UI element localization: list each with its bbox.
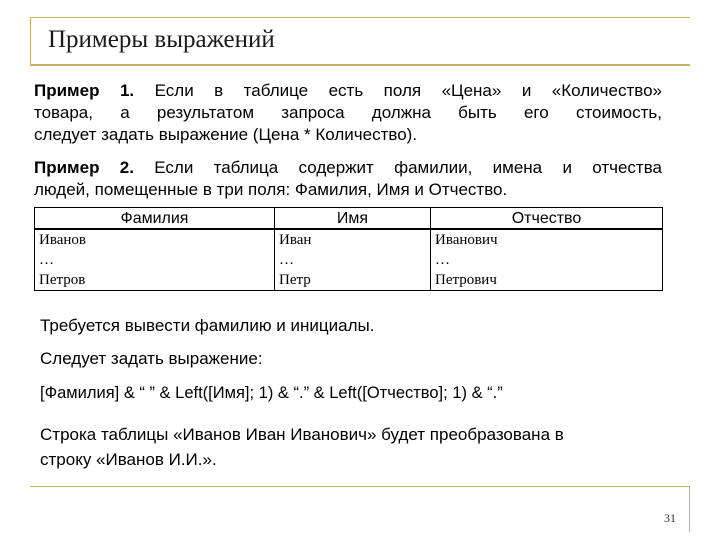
table-row — [35, 250, 663, 270]
left-border-line — [30, 17, 31, 65]
result-line-2: строку «Иванов И.И.». — [40, 450, 217, 469]
table-cell: Иванович — [431, 229, 663, 250]
example-2-text-1: Если таблица содержит фамилии, имена и отчества — [133, 158, 662, 177]
table-header-row — [35, 208, 663, 230]
header-name: Имя — [275, 208, 431, 230]
title-underline — [30, 64, 690, 66]
table-row — [35, 270, 663, 291]
table-cell: Петрович — [431, 270, 663, 291]
header-patronymic: Отчество — [431, 208, 663, 230]
instruction-text: Следует задать выражение: — [40, 349, 263, 368]
people-table — [34, 207, 663, 291]
table-cell: Иван — [275, 229, 431, 250]
example-1-line-1 — [34, 80, 662, 102]
top-border-line — [30, 17, 690, 18]
header-surname: Фамилия — [35, 208, 275, 230]
page-number: 31 — [664, 511, 676, 525]
expression-text: [Фамилия] & “ ” & Left([Имя]; 1) & “.” & Left([Отчество]; 1) & “.” — [40, 384, 503, 402]
table-cell: … — [431, 250, 663, 270]
table-cell: Петр — [275, 270, 431, 291]
table-row — [35, 229, 663, 250]
example-1-text-1: Если в таблице есть поля «Цена» и «Количество» — [134, 81, 663, 100]
example-2-line-2: людей, помещенные в три поля: Фамилия, Имя и Отчество. — [34, 180, 508, 199]
example-2-line-1 — [34, 157, 662, 179]
table-cell: Петров — [35, 270, 275, 291]
example-1-line-2: товара, а результатом запроса должна быть его стоимость, — [34, 103, 662, 122]
example-2-label: Пример 2. — [34, 158, 134, 177]
example-1-line-3: следует задать выражение (Цена * Количество). — [34, 125, 418, 144]
example-2-paragraph — [34, 157, 662, 201]
example-1-label: Пример 1. — [34, 81, 135, 100]
table-cell: Иванов — [35, 229, 275, 250]
result-line-1: Строка таблицы «Иванов Иван Иванович» будет преобразована в — [40, 425, 564, 444]
table-cell: … — [275, 250, 431, 270]
table-cell: … — [35, 250, 275, 270]
slide-title: Примеры выражений — [48, 26, 275, 53]
example-1-paragraph — [34, 80, 662, 146]
requirement-text: Требуется вывести фамилию и инициалы. — [40, 316, 375, 335]
right-border-line — [689, 486, 690, 532]
bottom-border-line — [30, 486, 690, 487]
